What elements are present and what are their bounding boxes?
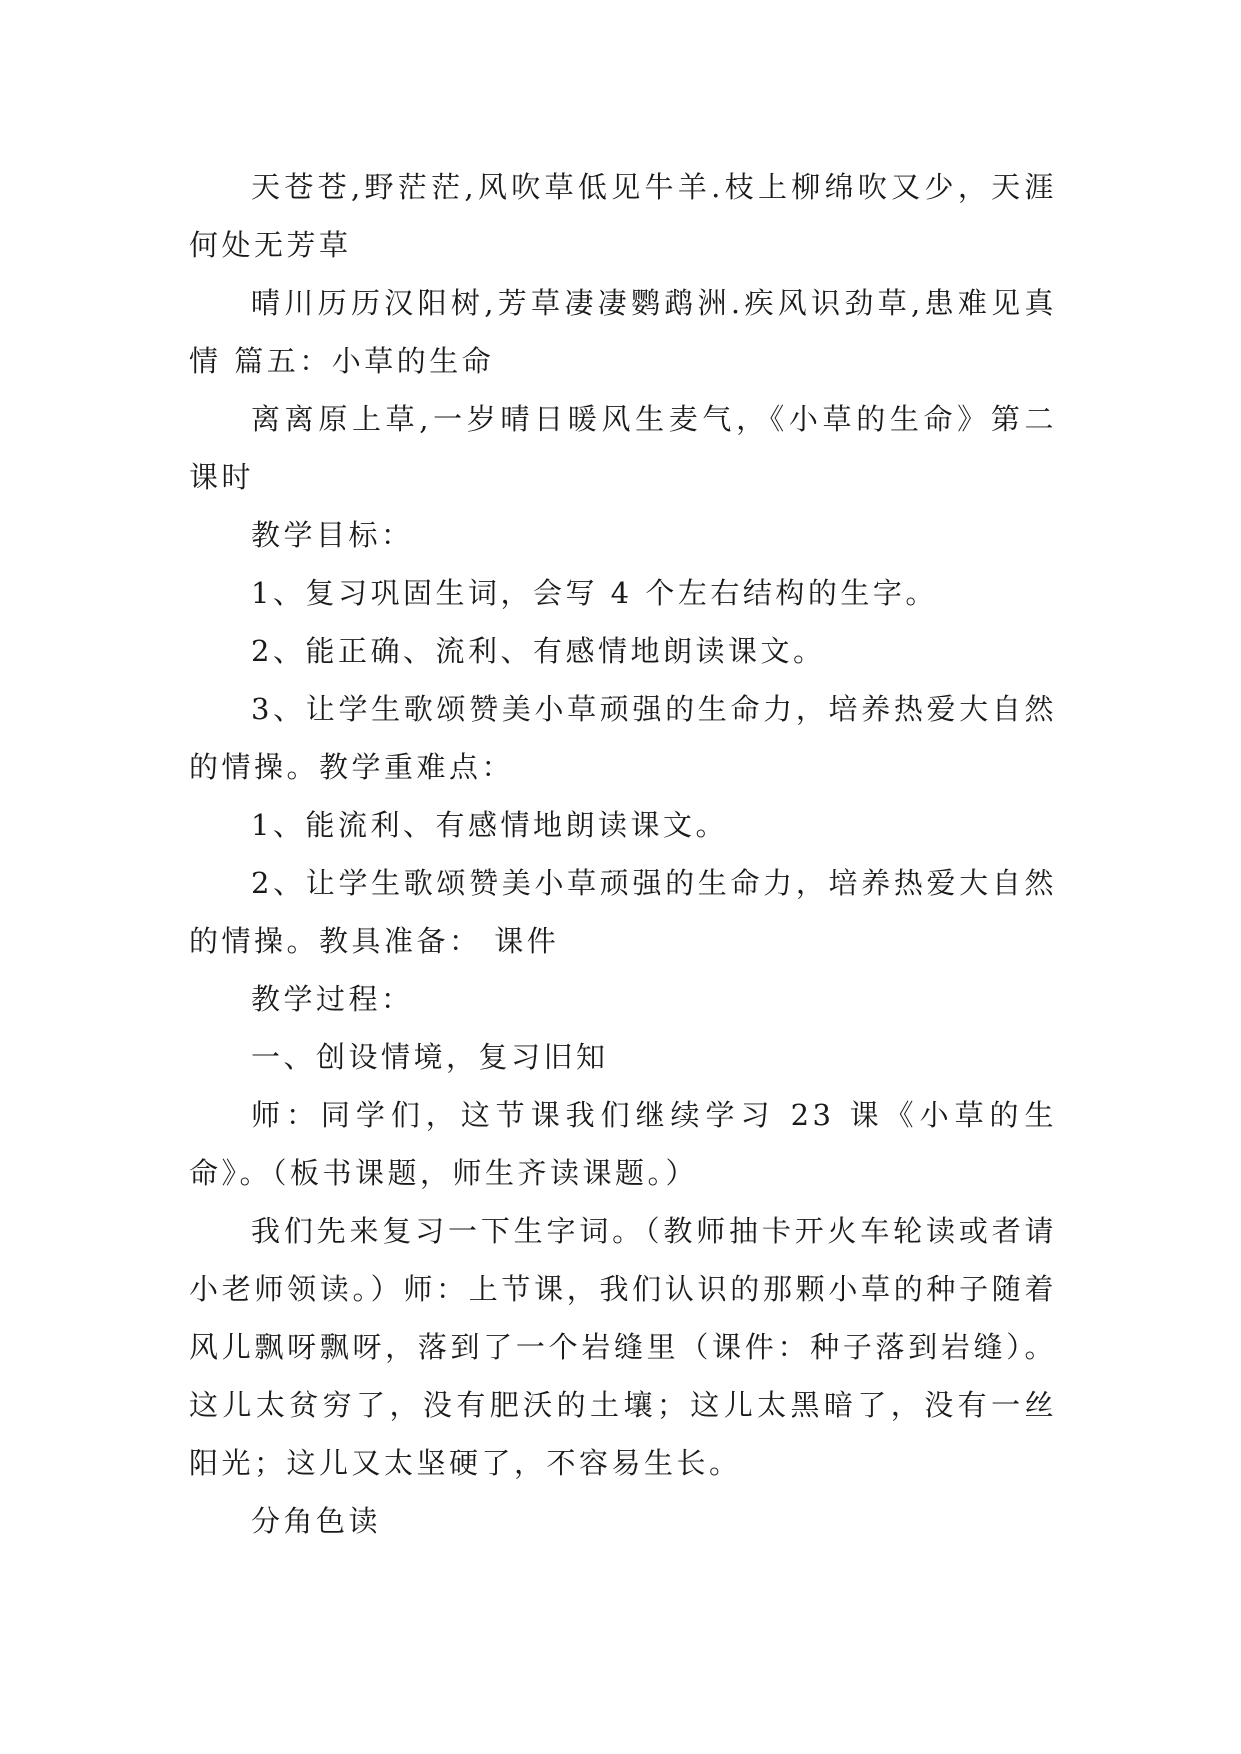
section-heading: 教学目标：	[251, 518, 414, 552]
paragraph: 我们先来复习一下生字词。（教师抽卡开火车轮读或者请小老师领读。）师：上节课，我们认识的那颗小草的种子随着风儿飘呀飘呀，落到了一个岩缝里（课件：种子落到岩缝）。这儿太贫穷了，没有肥沃的土壤；这儿太黑暗了，没有一丝阳光；这儿又太坚硬了，不容易生长。	[189, 1214, 1057, 1480]
list-item: 3、让学生歌颂赞美小草顽强的生命力，培养热爱大自然的情操。教学重难点：	[189, 692, 1057, 784]
document-body	[189, 158, 1057, 1550]
section-heading: 教学过程：	[251, 982, 414, 1016]
paragraph: 离离原上草,一岁晴日暖风生麦气，《小草的生命》第二课时	[189, 402, 1057, 494]
section-heading: 一、创设情境，复习旧知	[251, 1040, 609, 1074]
paragraph: 师：同学们，这节课我们继续学习 23 课《小草的生命》。（板书课题，师生齐读课题。）	[189, 1098, 1057, 1190]
list-item: 1、能流利、有感情地朗读课文。	[251, 808, 728, 842]
list-item: 1、复习巩固生词，会写 4 个左右结构的生字。	[251, 576, 938, 610]
list-item: 2、能正确、流利、有感情地朗读课文。	[251, 634, 826, 668]
paragraph: 晴川历历汉阳树,芳草凄凄鹦鹉洲.疾风识劲草,患难见真情 篇五：小草的生命	[189, 286, 1057, 378]
paragraph: 分角色读	[251, 1504, 382, 1538]
paragraph: 天苍苍,野茫茫,风吹草低见牛羊.枝上柳绵吹又少，天涯何处无芳草	[189, 170, 1057, 262]
list-item: 2、让学生歌颂赞美小草顽强的生命力，培养热爱大自然的情操。教具准备： 课件	[189, 866, 1057, 958]
